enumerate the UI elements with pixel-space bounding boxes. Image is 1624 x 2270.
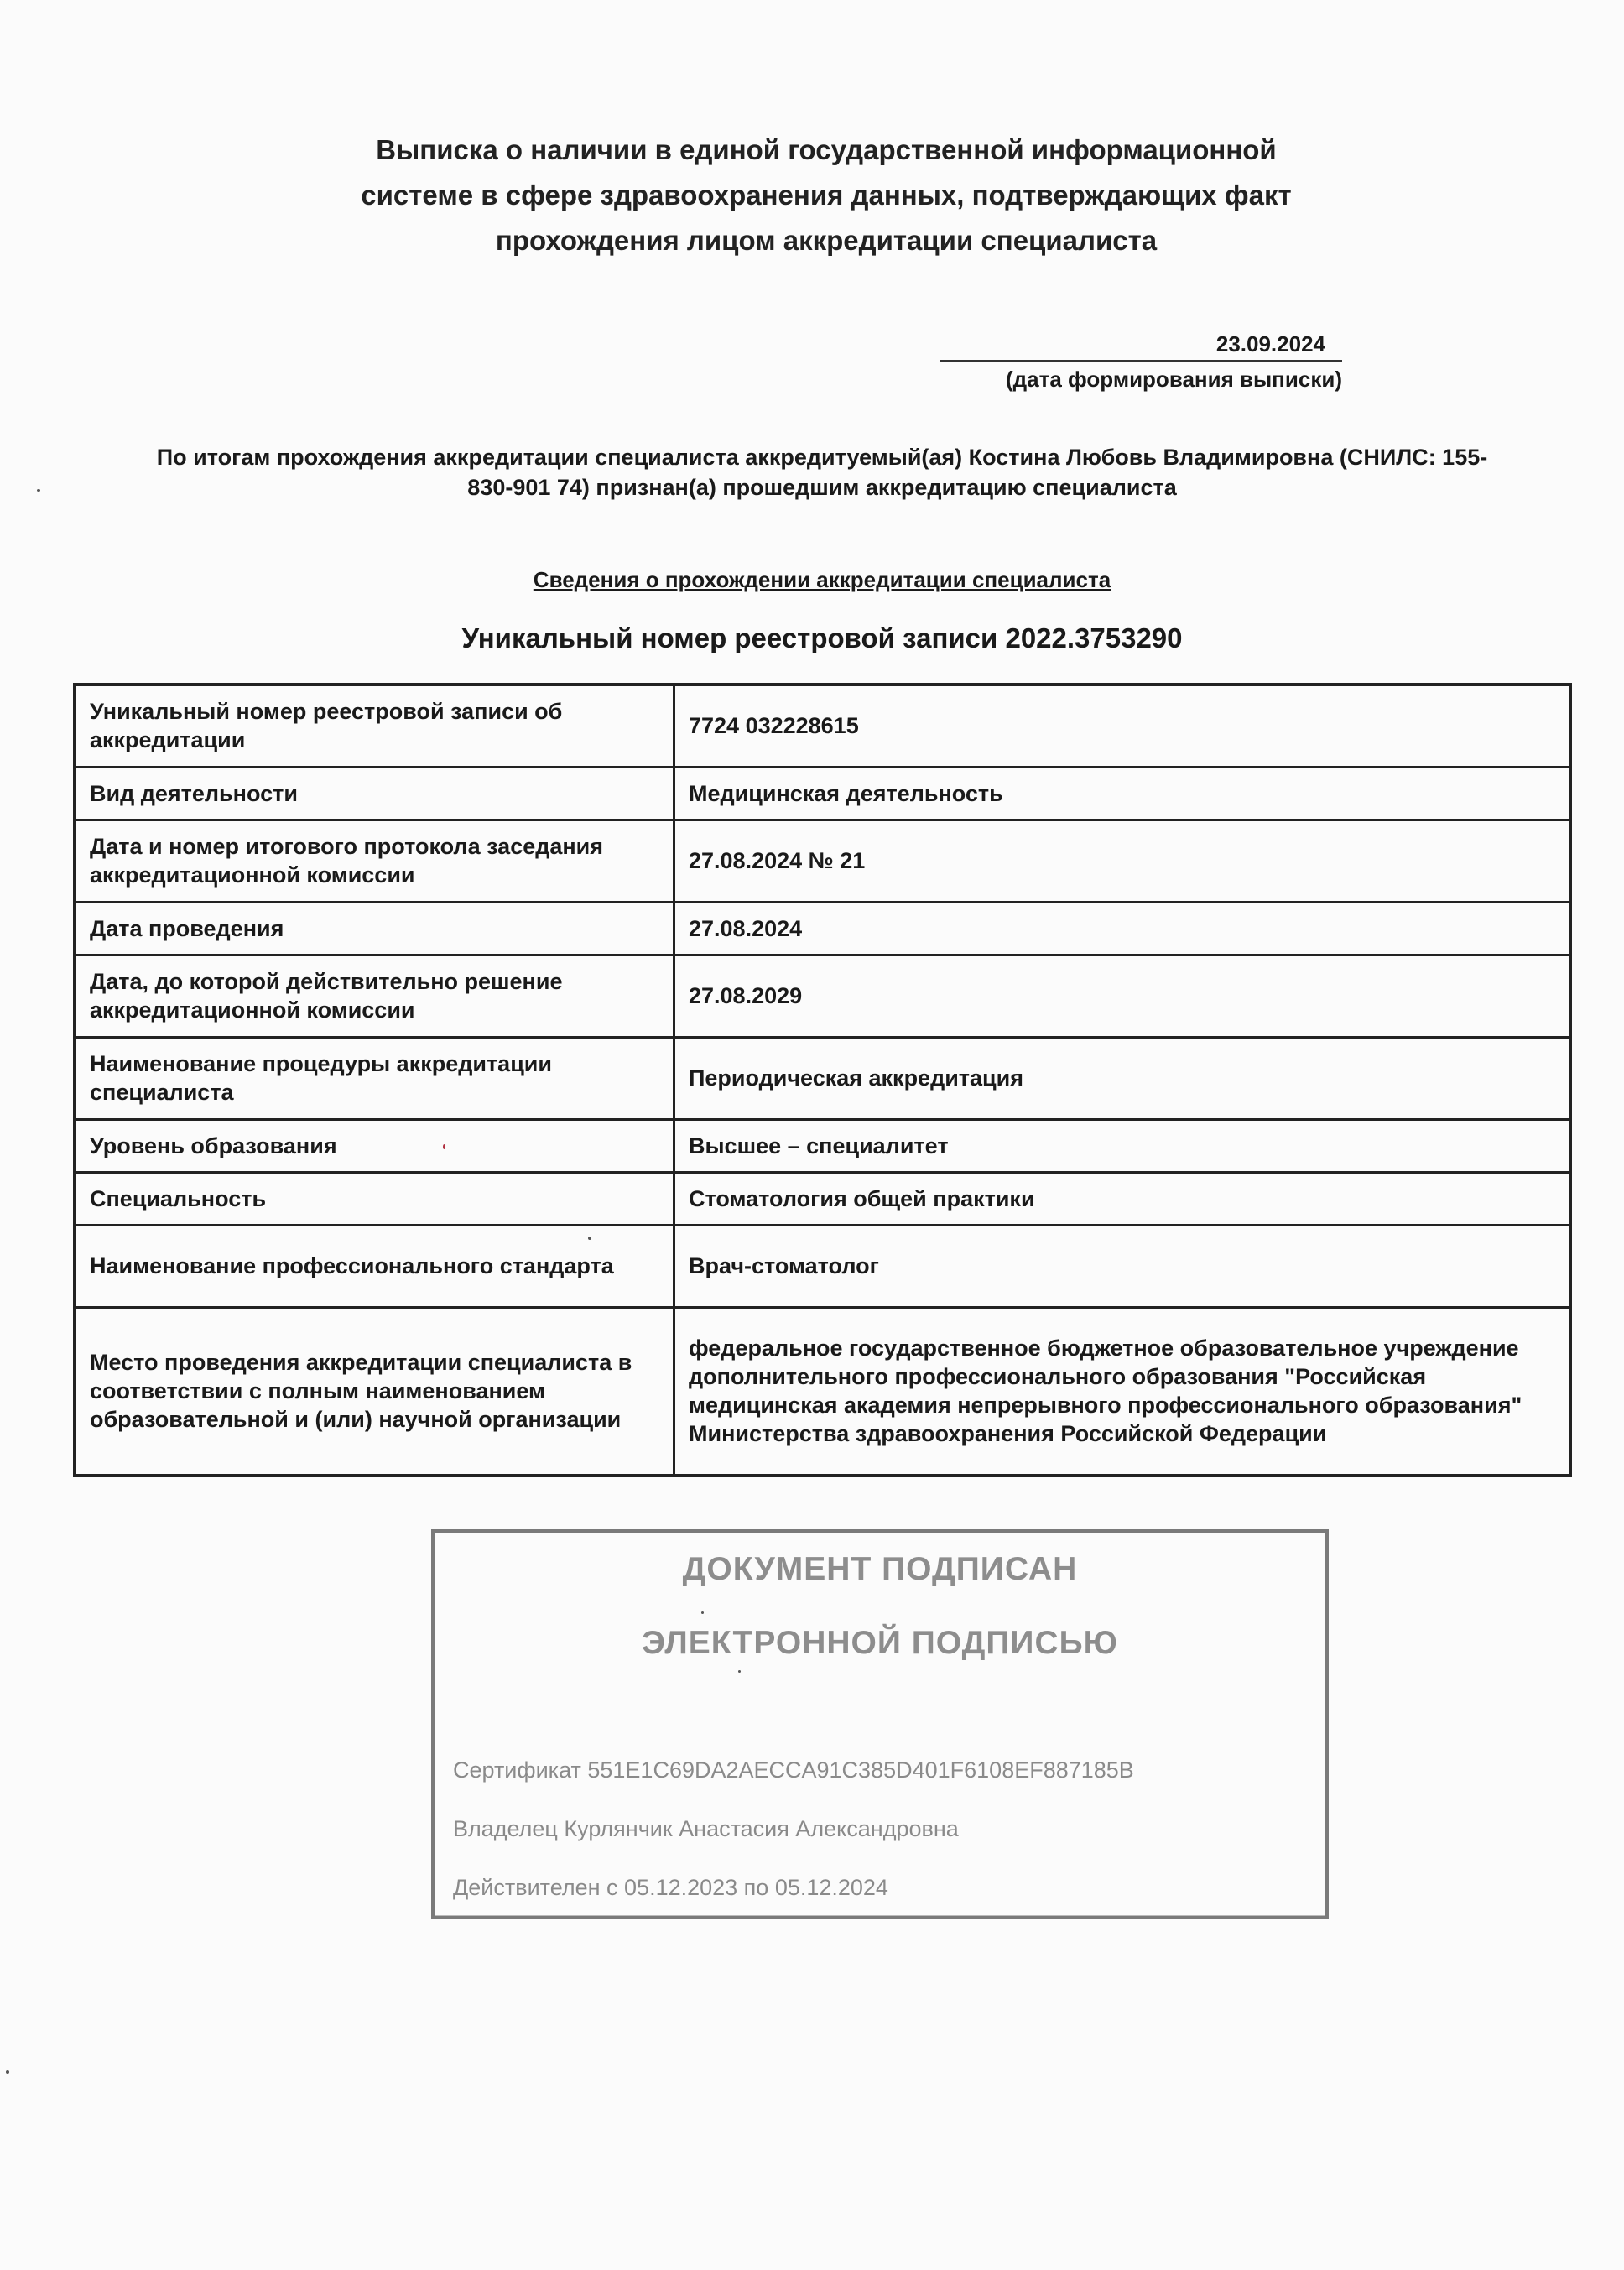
scan-speck — [6, 2070, 9, 2074]
scan-speck — [588, 1237, 591, 1240]
section-heading: Сведения о прохождении аккредитации специалиста — [533, 567, 1111, 592]
title-line: прохождения лицом аккредитации специалиста — [495, 225, 1158, 256]
row-value: 7724 032228615 — [674, 685, 1571, 767]
row-label: Дата проведения — [75, 902, 674, 955]
stamp-heading-line2: ЭЛЕКТРОННОЙ ПОДПИСЬЮ — [642, 1625, 1118, 1661]
intro-paragraph — [75, 442, 1569, 502]
row-value: федеральное государственное бюджетное образовательное учреждение дополнительного профессионального образования "Российская медицинская академия непрерывного профессионального образования" Министерства здравоохранения Российской Федерации — [674, 1307, 1571, 1476]
table-row — [75, 820, 1570, 902]
registry-number-heading: Уникальный номер реестровой записи 2022.3753290 — [461, 622, 1183, 653]
scan-speck — [701, 1611, 704, 1614]
document-title — [285, 128, 1367, 263]
row-label: Наименование профессионального стандарта — [75, 1225, 674, 1307]
stamp-validity: Действителен с 05.12.2023 по 05.12.2024 — [453, 1875, 888, 1900]
extract-date-caption: (дата формирования выписки) — [1005, 367, 1342, 392]
row-label: Уровень образования — [75, 1119, 674, 1172]
accreditation-info-table — [73, 683, 1572, 1477]
extract-date-block — [940, 330, 1342, 394]
row-value: Медицинская деятельность — [674, 767, 1571, 820]
table-row — [75, 1225, 1570, 1307]
row-value: Стоматология общей практики — [674, 1172, 1571, 1225]
table-row — [75, 1172, 1570, 1225]
scan-speck — [738, 1670, 741, 1673]
row-label: Дата и номер итогового протокола заседания аккредитационной комиссии — [75, 820, 674, 902]
extract-date: 23.09.2024 — [940, 330, 1342, 362]
row-label: Уникальный номер реестровой записи об аккредитации — [75, 685, 674, 767]
table-row — [75, 685, 1570, 767]
scan-speck — [443, 1144, 445, 1149]
table-row — [75, 1119, 1570, 1172]
table-row — [75, 767, 1570, 820]
title-line: Выписка о наличии в единой государственной информационной — [376, 134, 1277, 165]
stamp-certificate: Сертификат 551E1C69DA2AECCA91C385D401F6108EF887185B — [453, 1757, 1134, 1783]
row-value: Высшее – специалитет — [674, 1119, 1571, 1172]
row-value: 27.08.2024 — [674, 902, 1571, 955]
row-value: Периодическая аккредитация — [674, 1037, 1571, 1119]
row-label: Вид деятельности — [75, 767, 674, 820]
intro-line: По итогам прохождения аккредитации специалиста аккредитуемый(ая) Костина Любовь Владимировна (СНИЛС: 155- — [156, 445, 1488, 470]
row-value: 27.08.2029 — [674, 955, 1571, 1037]
table-row — [75, 955, 1570, 1037]
row-label: Место проведения аккредитации специалиста в соответствии с полным наименованием образовательной и (или) научной организации — [75, 1307, 674, 1476]
scan-speck — [37, 489, 40, 492]
row-value: Врач-стоматолог — [674, 1225, 1571, 1307]
intro-line: 830-901 74) признан(а) прошедшим аккредитацию специалиста — [467, 475, 1177, 500]
row-label: Специальность — [75, 1172, 674, 1225]
title-line: системе в сфере здравоохранения данных, подтверждающих факт — [361, 180, 1292, 211]
electronic-signature-stamp — [431, 1529, 1329, 1919]
table-row — [75, 1037, 1570, 1119]
table-row — [75, 902, 1570, 955]
row-value: 27.08.2024 № 21 — [674, 820, 1571, 902]
stamp-owner: Владелец Курлянчик Анастасия Александровна — [453, 1816, 959, 1841]
stamp-heading-line1: ДОКУМЕНТ ПОДПИСАН — [682, 1551, 1078, 1587]
row-label: Наименование процедуры аккредитации специалиста — [75, 1037, 674, 1119]
table-row — [75, 1307, 1570, 1476]
row-label: Дата, до которой действительно решение аккредитационной комиссии — [75, 955, 674, 1037]
